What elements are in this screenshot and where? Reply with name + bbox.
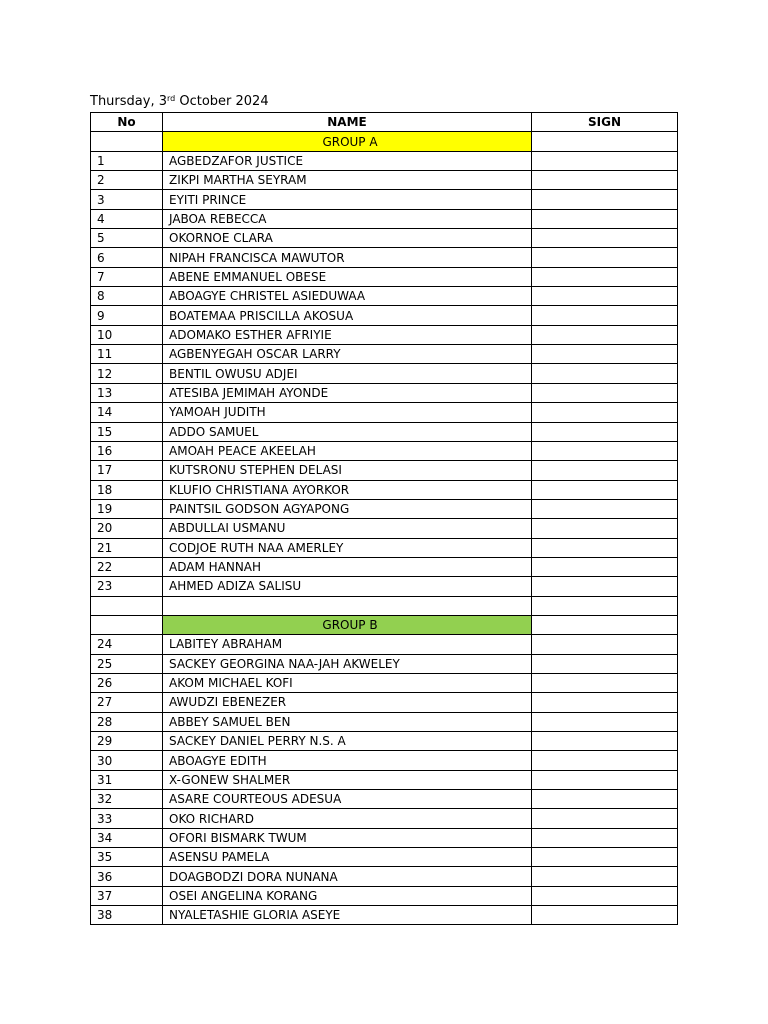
row-sign-cell[interactable] <box>532 712 678 731</box>
row-sign-cell[interactable] <box>532 867 678 886</box>
row-sign-cell[interactable] <box>532 229 678 248</box>
row-name: SACKEY GEORGINA NAA-JAH AKWELEY <box>163 654 532 673</box>
table-row <box>91 751 678 770</box>
row-sign-cell[interactable] <box>532 770 678 789</box>
row-number: 2 <box>91 171 163 190</box>
row-name: ABOAGYE EDITH <box>163 751 532 770</box>
row-name: EYITI PRINCE <box>163 190 532 209</box>
table-row <box>91 248 678 267</box>
group-header-row <box>91 615 678 634</box>
table-row <box>91 828 678 847</box>
group-header-sign-cell <box>532 132 678 151</box>
row-name: LABITEY ABRAHAM <box>163 635 532 654</box>
row-name: PAINTSIL GODSON AGYAPONG <box>163 499 532 518</box>
row-name: X-GONEW SHALMER <box>163 770 532 789</box>
table-row <box>91 790 678 809</box>
row-number: 14 <box>91 403 163 422</box>
table-row <box>91 441 678 460</box>
row-name: AGBEDZAFOR JUSTICE <box>163 151 532 170</box>
table-row <box>91 848 678 867</box>
row-name: ABENE EMMANUEL OBESE <box>163 267 532 286</box>
date-ordinal-suffix: rd <box>166 94 176 103</box>
row-number: 16 <box>91 441 163 460</box>
table-row <box>91 403 678 422</box>
table-row <box>91 190 678 209</box>
row-number: 30 <box>91 751 163 770</box>
row-name: ABBEY SAMUEL BEN <box>163 712 532 731</box>
row-number: 35 <box>91 848 163 867</box>
row-sign-cell[interactable] <box>532 654 678 673</box>
row-number: 11 <box>91 345 163 364</box>
column-header-name: NAME <box>163 113 532 132</box>
row-number: 31 <box>91 770 163 789</box>
row-sign-cell[interactable] <box>532 848 678 867</box>
row-number: 25 <box>91 654 163 673</box>
row-sign-cell[interactable] <box>532 441 678 460</box>
table-row <box>91 267 678 286</box>
row-sign-cell[interactable] <box>532 461 678 480</box>
row-sign-cell[interactable] <box>532 809 678 828</box>
row-sign-cell[interactable] <box>532 577 678 596</box>
table-row <box>91 732 678 751</box>
table-row <box>91 557 678 576</box>
row-sign-cell[interactable] <box>532 383 678 402</box>
row-name: ATESIBA JEMIMAH AYONDE <box>163 383 532 402</box>
group-title: GROUP B <box>163 615 532 634</box>
table-row <box>91 519 678 538</box>
row-sign-cell[interactable] <box>532 151 678 170</box>
row-sign-cell[interactable] <box>532 828 678 847</box>
row-name: ADDO SAMUEL <box>163 422 532 441</box>
table-row <box>91 325 678 344</box>
column-header-sign: SIGN <box>532 113 678 132</box>
row-sign-cell[interactable] <box>532 364 678 383</box>
row-name: KUTSRONU STEPHEN DELASI <box>163 461 532 480</box>
row-name: AMOAH PEACE AKEELAH <box>163 441 532 460</box>
row-name: AHMED ADIZA SALISU <box>163 577 532 596</box>
group-header-no-cell <box>91 132 163 151</box>
table-row <box>91 693 678 712</box>
row-sign-cell[interactable] <box>532 248 678 267</box>
table-row <box>91 209 678 228</box>
row-name: NYALETASHIE GLORIA ASEYE <box>163 906 532 925</box>
table-row <box>91 770 678 789</box>
row-name: ADAM HANNAH <box>163 557 532 576</box>
table-row <box>91 229 678 248</box>
row-number: 17 <box>91 461 163 480</box>
row-sign-cell[interactable] <box>532 635 678 654</box>
date-suffix: October 2024 <box>175 94 269 109</box>
row-number: 18 <box>91 480 163 499</box>
row-sign-cell[interactable] <box>532 790 678 809</box>
row-sign-cell[interactable] <box>532 519 678 538</box>
spacer-row <box>91 596 678 615</box>
row-sign-cell[interactable] <box>532 171 678 190</box>
table-row <box>91 577 678 596</box>
group-title: GROUP A <box>163 132 532 151</box>
row-number: 37 <box>91 886 163 905</box>
row-name: ADOMAKO ESTHER AFRIYIE <box>163 325 532 344</box>
row-number: 38 <box>91 906 163 925</box>
row-sign-cell[interactable] <box>532 209 678 228</box>
table-row <box>91 906 678 925</box>
row-name: OFORI BISMARK TWUM <box>163 828 532 847</box>
row-name: KLUFIO CHRISTIANA AYORKOR <box>163 480 532 499</box>
row-number: 6 <box>91 248 163 267</box>
row-name: AKOM MICHAEL KOFI <box>163 673 532 692</box>
row-sign-cell[interactable] <box>532 673 678 692</box>
table-row <box>91 635 678 654</box>
row-name: ABOAGYE CHRISTEL ASIEDUWAA <box>163 287 532 306</box>
row-number: 23 <box>91 577 163 596</box>
row-number: 8 <box>91 287 163 306</box>
row-sign-cell[interactable] <box>532 886 678 905</box>
row-sign-cell[interactable] <box>532 751 678 770</box>
row-sign-cell[interactable] <box>532 499 678 518</box>
row-number: 20 <box>91 519 163 538</box>
row-name: YAMOAH JUDITH <box>163 403 532 422</box>
table-row <box>91 809 678 828</box>
row-name: ASENSU PAMELA <box>163 848 532 867</box>
row-sign-cell[interactable] <box>532 325 678 344</box>
row-sign-cell[interactable] <box>532 345 678 364</box>
table-row <box>91 461 678 480</box>
table-row <box>91 345 678 364</box>
row-number: 1 <box>91 151 163 170</box>
row-sign-cell[interactable] <box>532 403 678 422</box>
row-name: AGBENYEGAH OSCAR LARRY <box>163 345 532 364</box>
row-number: 21 <box>91 538 163 557</box>
row-number: 36 <box>91 867 163 886</box>
table-row <box>91 886 678 905</box>
row-number: 29 <box>91 732 163 751</box>
row-number: 27 <box>91 693 163 712</box>
spacer-no-cell <box>91 596 163 615</box>
row-number: 5 <box>91 229 163 248</box>
spacer-sign-cell <box>532 596 678 615</box>
row-number: 33 <box>91 809 163 828</box>
row-name: JABOA REBECCA <box>163 209 532 228</box>
table-row <box>91 306 678 325</box>
date-prefix: Thursday, 3 <box>90 94 167 109</box>
row-name: BENTIL OWUSU ADJEI <box>163 364 532 383</box>
table-row <box>91 383 678 402</box>
column-header-no: No <box>91 113 163 132</box>
table-row <box>91 654 678 673</box>
row-name: BOATEMAA PRISCILLA AKOSUA <box>163 306 532 325</box>
row-sign-cell[interactable] <box>532 422 678 441</box>
row-number: 24 <box>91 635 163 654</box>
row-number: 26 <box>91 673 163 692</box>
table-row <box>91 538 678 557</box>
row-sign-cell[interactable] <box>532 538 678 557</box>
document-date <box>90 93 269 111</box>
row-number: 12 <box>91 364 163 383</box>
row-sign-cell[interactable] <box>532 557 678 576</box>
table-header-row <box>91 113 678 132</box>
table-row <box>91 364 678 383</box>
table-row <box>91 422 678 441</box>
row-name: OSEI ANGELINA KORANG <box>163 886 532 905</box>
row-name: OKORNOE CLARA <box>163 229 532 248</box>
table-row <box>91 151 678 170</box>
table-row <box>91 712 678 731</box>
table-row <box>91 673 678 692</box>
row-number: 10 <box>91 325 163 344</box>
row-number: 13 <box>91 383 163 402</box>
row-sign-cell[interactable] <box>532 480 678 499</box>
attendance-table <box>90 112 678 925</box>
row-sign-cell[interactable] <box>532 306 678 325</box>
row-name: ABDULLAI USMANU <box>163 519 532 538</box>
row-name: SACKEY DANIEL PERRY N.S. A <box>163 732 532 751</box>
row-number: 15 <box>91 422 163 441</box>
row-sign-cell[interactable] <box>532 732 678 751</box>
row-name: CODJOE RUTH NAA AMERLEY <box>163 538 532 557</box>
row-number: 22 <box>91 557 163 576</box>
row-number: 28 <box>91 712 163 731</box>
row-number: 3 <box>91 190 163 209</box>
table-row <box>91 287 678 306</box>
row-number: 9 <box>91 306 163 325</box>
row-name: AWUDZI EBENEZER <box>163 693 532 712</box>
group-header-no-cell <box>91 615 163 634</box>
row-number: 19 <box>91 499 163 518</box>
spacer-name-cell <box>163 596 532 615</box>
row-name: ASARE COURTEOUS ADESUA <box>163 790 532 809</box>
row-number: 4 <box>91 209 163 228</box>
row-name: NIPAH FRANCISCA MAWUTOR <box>163 248 532 267</box>
row-name: DOAGBODZI DORA NUNANA <box>163 867 532 886</box>
row-sign-cell[interactable] <box>532 906 678 925</box>
row-name: ZIKPI MARTHA SEYRAM <box>163 171 532 190</box>
row-sign-cell[interactable] <box>532 190 678 209</box>
row-sign-cell[interactable] <box>532 287 678 306</box>
row-sign-cell[interactable] <box>532 693 678 712</box>
row-name: OKO RICHARD <box>163 809 532 828</box>
group-header-row <box>91 132 678 151</box>
table-body <box>91 132 678 925</box>
table-row <box>91 499 678 518</box>
table-row <box>91 480 678 499</box>
table-row <box>91 171 678 190</box>
row-number: 34 <box>91 828 163 847</box>
group-header-sign-cell <box>532 615 678 634</box>
row-sign-cell[interactable] <box>532 267 678 286</box>
row-number: 7 <box>91 267 163 286</box>
table-row <box>91 867 678 886</box>
row-number: 32 <box>91 790 163 809</box>
